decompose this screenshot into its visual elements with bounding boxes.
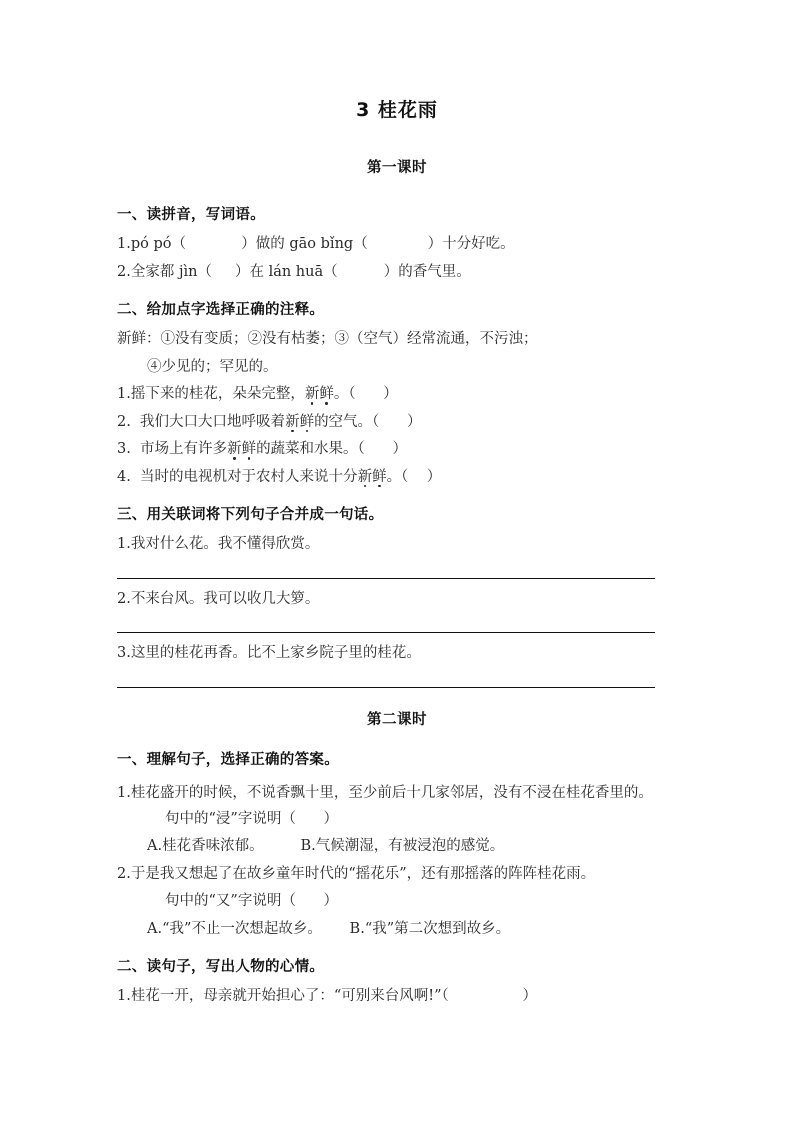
question-item: 2. 我们大口大口地呼吸着新鲜的空气。（ ） xyxy=(117,413,422,430)
question-item: 1.摇下来的桂花，朵朵完整，新鲜。（ ） xyxy=(117,386,398,402)
question-item: 1.我对什么花。我不懂得欣赏。 xyxy=(117,536,320,552)
lesson-1-heading: 第一课时 xyxy=(367,160,427,176)
spacer xyxy=(117,552,677,578)
section-heading-l2-1: 一、理解句子，选择正确的答案。 xyxy=(117,751,339,768)
emphasis-dot-char: 鲜 xyxy=(241,441,257,457)
emphasis-dot-char: 新 xyxy=(304,386,320,402)
spacer xyxy=(117,661,677,687)
worksheet-content xyxy=(117,0,677,1004)
gloss-line-2: ④少见的；罕见的。 xyxy=(147,358,278,375)
emphasis-dot-char: 新 xyxy=(227,441,242,457)
spacer xyxy=(117,252,677,265)
spacer xyxy=(117,484,677,503)
question-options-1[interactable]: A.桂花香味浓郁。 B.气候潮湿，有被浸泡的感觉。 xyxy=(147,838,505,855)
spacer xyxy=(117,402,677,415)
spacer xyxy=(117,729,677,748)
question-item: 4. 当时的电视机对于农村人来说十分新鲜。（ ） xyxy=(117,468,442,485)
spacer xyxy=(117,279,677,298)
question-options-2[interactable]: A.“我”不止一次想起故乡。 B.“我”第二次想到故乡。 xyxy=(147,920,511,937)
section-heading-l1-1: 一、读拼音，写词语。 xyxy=(117,207,265,223)
question-item: 1.pó pó（ ）做的 gāo bǐng（ ）十分好吃。 xyxy=(117,236,515,252)
emphasis-dot-char: 鲜 xyxy=(372,468,387,485)
question-item: 1.桂花一开，母亲就开始担心了：“可别来台风啊!”（ ） xyxy=(117,988,537,1005)
question-stem-1: 1.桂花盛开的时候，不说香飘十里，至少前后十几家邻居，没有不浸在桂花香里的。 xyxy=(117,784,653,801)
section-heading-l2-2: 二、读句子，写出人物的心情。 xyxy=(117,959,325,976)
spacer xyxy=(117,457,677,470)
question-item: 3.这里的桂花再香。比不上家乡院子里的桂花。 xyxy=(117,645,421,661)
emphasis-dot-char: 新 xyxy=(357,468,373,485)
spacer xyxy=(117,606,677,632)
emphasis-dot-char: 新 xyxy=(285,413,300,430)
section-heading-l1-3: 三、用关联词将下列句子合并成一句话。 xyxy=(117,507,384,523)
question-item: 2.全家都 jìn（ ）在 lán huā（ ）的香气里。 xyxy=(117,263,471,280)
page-title: 3 桂花雨 xyxy=(356,99,438,121)
spacer xyxy=(117,936,677,955)
spacer xyxy=(117,347,677,360)
lesson-2-heading: 第二课时 xyxy=(367,711,427,728)
gloss-line-1: 新鲜：①没有变质；②没有枯萎；③（空气）经常流通，不污浊； xyxy=(117,331,538,347)
question-item: 3. 市场上有许多新鲜的蔬菜和水果。（ ） xyxy=(117,441,407,457)
spacer xyxy=(117,579,677,592)
spacer xyxy=(117,769,677,782)
question-prompt-1: 句中的“浸”字说明（ ） xyxy=(165,810,338,827)
section-heading-l1-2: 二、给加点字选择正确的注释。 xyxy=(117,302,325,318)
question-item: 2.不来台风。我可以收几大箩。 xyxy=(117,590,320,607)
emphasis-dot-char: 鲜 xyxy=(299,413,315,430)
emphasis-dot-char: 鲜 xyxy=(319,386,334,402)
question-stem-2: 2.于是我又想起了在故乡童年时代的“摇花乐”，还有那摇落的阵阵桂花雨。 xyxy=(117,865,596,882)
spacer xyxy=(117,177,677,203)
question-prompt-2: 句中的“又”字说明（ ） xyxy=(165,893,338,910)
